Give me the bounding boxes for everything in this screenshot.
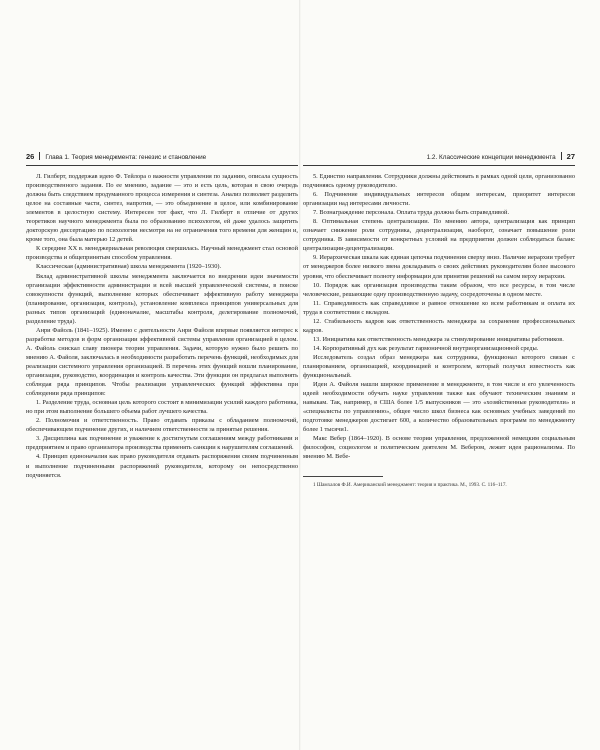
- right-page-number: 27: [566, 152, 575, 161]
- paragraph: 10. Порядок как организация производства таким образом, что все ресурсы, в том числе человеческие, решающие одну производственную задачу, сосредоточены в одном месте.: [303, 281, 575, 298]
- paragraph: Анри Файоль (1841–1925). Именно с деятельности Анри Файоля впервые появляется интерес к разработке методов и форм организации эффективной системы управления организацией в целом. А. Файоль снискал славу пионера теории управления. Задачи, которую нужно было решить по мнению А. Файоля, заключалась в необходимости разработать перечень функций, необходимых для реализации системного управления организацией. В перечень этих функций вошли планирование, организация, руководство, координация и контроль качества. Эти функции он предлагал выполнять соблюдая ряда принципов. Чтобы реализация управленческих функций эффективна при соблюдении ряда принципов:: [26, 326, 298, 398]
- left-body-text: [26, 172, 298, 480]
- header-separator: [561, 152, 562, 160]
- paragraph: 2. Полномочия и ответственность. Право отдавать приказы с обладанием полномочий, обеспечивающем подчинение других, и наличием ответственности за принятые решения.: [26, 417, 298, 434]
- paragraph: 6. Подчинение индивидуальных интересов общим интересам, приоритет интересов организации над интересами личности.: [303, 191, 575, 208]
- left-running-head: Глава 1. Теория менеджмента: генезис и становление: [45, 154, 207, 161]
- left-page: [26, 150, 298, 480]
- paragraph: Вклад административной школы менеджмента заключается во внедрении идеи значимости организации эффективности администрации и всей высшей управленческой системы, в поиске совокупности функций, выполнение которых обеспечивает эффективную работу менеджера (планирование, организация, контроль), установление комплекса принципов универсальных для разных типов организаций (единоначалие, масштабы контроля, делегирование полномочий, разделение труда).: [26, 272, 298, 325]
- right-page: [303, 150, 575, 489]
- paragraph: Макс Вебер (1864–1920). В основе теории управления, предложенной немецким социальным философом, социологом и политическим деятелем М. Вебером, лежит идея рационализма. По мнению М. Вебе-: [303, 435, 575, 461]
- right-running-header: [303, 150, 575, 164]
- header-separator: [39, 152, 40, 160]
- paragraph: 9. Иерархическая шкала как единая цепочка подчинения сверху вниз. Наличие иерархии требует от менеджеров более низкого звена докладывать о своих действиях руководителям более высокого уровня, что обеспечивает полноту информации для принятия решений на самом верху иерархии.: [303, 254, 575, 280]
- paragraph: Идеи А. Файоля нашли широкое применение в менеджменте, в том числе и его увлеченность идеей необходимости обучать науке управления также как обучают техническим знаниям и навыкам. Так, например, в США более 1/5 выпускников — это «хозяйственные руководители» и «специалисты по управлению», общее число школ бизнеса как основных учебных заведений по подготовке менеджеров достигает 600, а количество образовательных программ по менеджменту более 1 тысячи1.: [303, 381, 575, 434]
- left-running-header: [26, 150, 298, 164]
- paragraph: Л. Гилберт, поддержав идею Ф. Тейлора о важности управления по заданию, описала сущность производственного задания. По ее мнению, задание — это и есть цель, которая в свою очередь должна быть следствием продуманного процесса измерения и синтеза. Анализ позволяет разделить целое на составные части, синтез, напротив, — это объединение в целое, или комбинирование элементов в целостную систему. Интересен тот факт, что Л. Гилберт в отличие от других теоретиков научного менеджмента была по образованию психологом, ей даже удалось защитить докторскую диссертацию по психологии несмотря на не ограничения того времени для женщин и, кроме того, она была матерью 12 детей.: [26, 173, 298, 244]
- gutter: [299, 0, 301, 750]
- header-rule: [26, 165, 298, 166]
- paragraph: 14. Корпоративный дух как результат гармоничной внутриорганизационной среды.: [313, 344, 539, 352]
- footnote: 1 Шамхалов Ф.И. Американский менеджмент: теория и практика. М., 1993. С. 116–117.: [313, 481, 507, 488]
- paragraph: 4. Принцип единоначалия как право руководителя отдавать распоряжения своим подчиненным и выполнение подчиненными распоряжений руководителя, которому он непосредственно подчиняется.: [26, 453, 298, 479]
- paragraph: 5. Единство направления. Сотрудники должны действовать в рамках одной цели, организованно подчиняясь одному руководителю.: [303, 173, 575, 190]
- paragraph: 7. Вознаграждение персонала. Оплата труда должна быть справедливой.: [313, 209, 510, 217]
- right-running-head: 1.2. Классические концепции менеджмента: [426, 154, 556, 161]
- paragraph: К середине XX в. менеджериальная революция свершилась. Научный менеджмент стал основой производства и общепринятым способом управления.: [26, 245, 298, 262]
- paragraph: 3. Дисциплина как подчинение и уважение к достигнутым соглашениям между работниками и предприятием и право организатора производства применять санкции к нарушителям соглашений.: [26, 435, 298, 452]
- paragraph: 12. Стабильность кадров как ответственность менеджера за сохранение профессиональных кадров.: [303, 317, 575, 334]
- left-page-number: 26: [26, 152, 35, 161]
- paragraph: 1. Разделение труда, основная цель которого состоит в минимизации усилий каждого работника, но при этом выполнение большего объема работ лучшего качества.: [26, 399, 298, 416]
- header-rule: [303, 165, 575, 166]
- paragraph: 11. Справедливость как справедливое и равное отношение ко всем работникам и оплата их труда в соответствии с вкладом.: [303, 299, 575, 316]
- paragraph: Классическая (административная) школа менеджмента (1920–1930).: [36, 263, 222, 271]
- paragraph: 13. Инициатива как ответственность менеджера за стимулирование инициативы работников.: [313, 335, 564, 343]
- paragraph: 8. Оптимальная степень централизации. По мнению автора, централизация как принцип означает снижение роли сотрудника, децентрализация, наоборот, означает повышение роли сотрудника. В зависимости от конкретных условий на предприятии должен соблюдаться баланс централизации-децентрализации.: [303, 218, 575, 253]
- paragraph: Исследователь создал образ менеджера как сотрудника, функционал которого связан с планированием, организацией, координацией и контролем, который получил известность как функциональный.: [303, 353, 575, 380]
- footnote-rule: [303, 476, 383, 477]
- right-body-text: [303, 172, 575, 489]
